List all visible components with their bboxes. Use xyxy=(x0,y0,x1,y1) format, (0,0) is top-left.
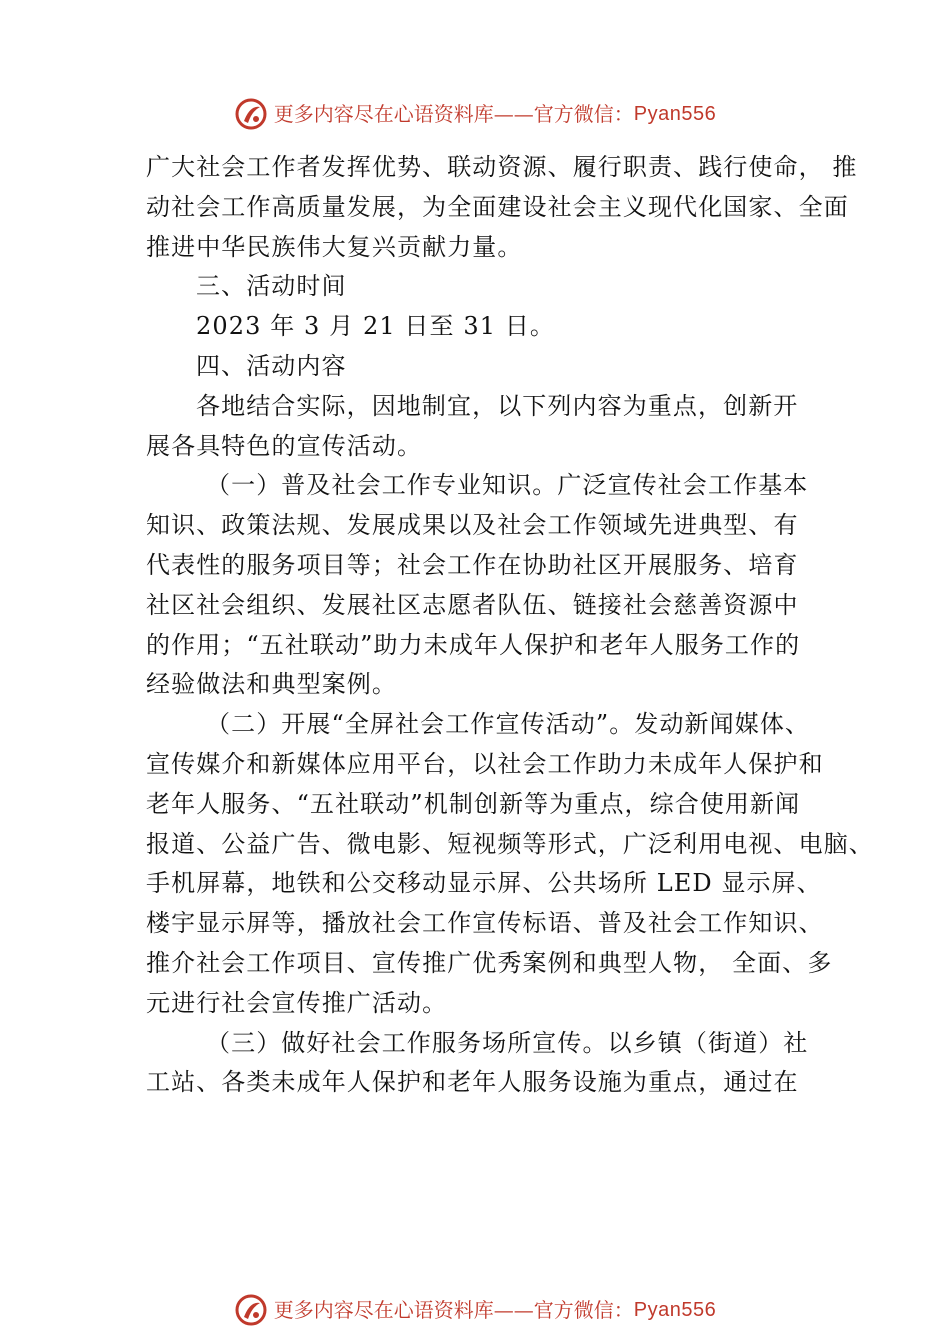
body-line: 推进中华民族伟大复兴贡献力量。 xyxy=(146,232,523,261)
subsection-1-heading: （一）普及社会工作专业知识。广泛宣传社会工作基本 xyxy=(206,471,809,500)
body-line: 手机屏幕，地铁和公交移动显示屏、公共场所 LED 显示屏、 xyxy=(146,869,822,898)
brush-seal-icon xyxy=(234,97,268,131)
watermark-dash: —— xyxy=(493,1298,534,1322)
body-line: 宣传媒介和新媒体应用平台，以社会工作助力未成年人保护和 xyxy=(146,749,824,778)
body-line: 楼宇显示屏等，播放社会工作宣传标语、普及社会工作知识、 xyxy=(146,909,824,938)
watermark-banner-bottom xyxy=(0,1290,950,1330)
body-line: 的作用；“五社联动”助力未成年人保护和老年人服务工作的 xyxy=(146,630,801,659)
section-heading-time: 三、活动时间 xyxy=(196,272,347,301)
body-line: 元进行社会宣传推广活动。 xyxy=(146,988,448,1017)
body-line: 推介社会工作项目、宣传推广优秀案例和典型人物， 全面、多 xyxy=(146,948,833,977)
body-line: 动社会工作高质量发展，为全面建设社会主义现代化国家、全面 xyxy=(146,192,849,221)
watermark-banner-top xyxy=(0,94,950,134)
body-line: 工站、各类未成年人保护和老年人服务设施为重点，通过在 xyxy=(146,1068,799,1097)
watermark-wechat-label: 官方微信： xyxy=(533,102,634,126)
brush-seal-icon xyxy=(234,1293,268,1327)
watermark-wechat-id: Pyan556 xyxy=(633,1299,717,1321)
body-line: 展各具特色的宣传活动。 xyxy=(146,431,423,460)
watermark-brand: 更多内容尽在心语资料库 xyxy=(273,102,494,126)
subsection-2-heading: （二）开展“全屏社会工作宣传活动”。发动新闻媒体、 xyxy=(206,710,811,739)
watermark-wechat-label: 官方微信： xyxy=(533,1298,634,1322)
section-heading-content: 四、活动内容 xyxy=(196,351,347,380)
body-line: 广大社会工作者发挥优势、联动资源、履行职责、践行使命， 推 xyxy=(146,153,858,181)
body-line: 老年人服务、“五社联动”机制创新等为重点，综合使用新闻 xyxy=(146,789,801,818)
body-line: 报道、公益广告、微电影、短视频等形式，广泛利用电视、电脑、 xyxy=(146,829,874,858)
body-line: 代表性的服务项目等；社会工作在协助社区开展服务、培育 xyxy=(146,550,799,579)
document-body xyxy=(146,148,874,1103)
watermark-brand: 更多内容尽在心语资料库 xyxy=(273,1298,494,1322)
body-line: 社区社会组织、发展社区志愿者队伍、链接社会慈善资源中 xyxy=(146,590,799,619)
activity-date: 2023 年 3 月 21 日至 31 日。 xyxy=(196,312,556,341)
body-line: 知识、政策法规、发展成果以及社会工作领域先进典型、有 xyxy=(146,511,799,540)
watermark-dash: —— xyxy=(493,102,534,126)
subsection-3-heading: （三）做好社会工作服务场所宣传。以乡镇（街道）社 xyxy=(206,1028,809,1057)
watermark-wechat-id: Pyan556 xyxy=(633,103,717,125)
body-line: 经验做法和典型案例。 xyxy=(146,670,397,699)
body-line: 各地结合实际，因地制宜，以下列内容为重点，创新开 xyxy=(196,391,799,420)
